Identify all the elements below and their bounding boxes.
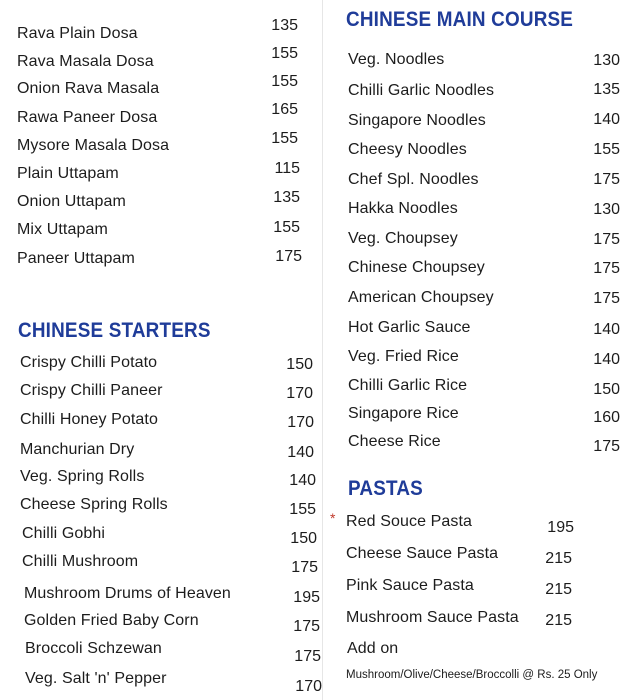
menu-item-name: Broccoli Schzewan [25, 640, 162, 657]
section-heading: CHINESE MAIN COURSE [346, 8, 574, 31]
menu-item-name: Mushroom Drums of Heaven [24, 585, 231, 602]
menu-item-name: Veg. Spring Rolls [20, 468, 145, 485]
menu-item-name: Manchurian Dry [20, 441, 135, 458]
menu-item-price: 140 [287, 444, 314, 461]
menu-item-price: 165 [271, 101, 298, 118]
menu-item-price: 170 [286, 385, 313, 402]
menu-item-name: Cheese Spring Rolls [20, 496, 168, 513]
menu-item-price: 140 [289, 472, 316, 489]
menu-item-price: 155 [271, 73, 298, 90]
menu-item-name: Chilli Garlic Rice [348, 377, 468, 394]
menu-item-name: Singapore Rice [348, 405, 459, 422]
menu-item-name: Red Souce Pasta [346, 513, 473, 530]
menu-item-name: Hakka Noodles [348, 200, 458, 217]
menu-item-price: 215 [545, 612, 572, 629]
menu-item-name: Golden Fried Baby Corn [24, 612, 199, 629]
addon-note: Mushroom/Olive/Cheese/Broccolli @ Rs. 25 Only [346, 669, 598, 681]
menu-item-name: Plain Uttapam [17, 165, 119, 182]
menu-item-name: Mix Uttapam [17, 221, 108, 238]
menu-item-name: Hot Garlic Sauce [348, 319, 471, 336]
menu-item-name: Mushroom Sauce Pasta [346, 609, 519, 626]
menu-item-name: Chilli Gobhi [22, 525, 106, 542]
menu-item-name: Rawa Paneer Dosa [17, 109, 158, 126]
addon-label: Add on [347, 640, 399, 657]
menu-item-price: 150 [286, 356, 313, 373]
menu-item-name: Veg. Choupsey [348, 230, 458, 247]
menu-item-price: 150 [593, 381, 620, 398]
menu-item-name: Onion Rava Masala [17, 80, 160, 97]
section-heading: CHINESE STARTERS [18, 319, 211, 342]
menu-item-name: Crispy Chilli Paneer [20, 382, 163, 399]
menu-item-price: 175 [593, 438, 620, 455]
menu-item-price: 175 [291, 559, 318, 576]
menu-item-price: 135 [273, 189, 300, 206]
menu-item-price: 175 [275, 248, 302, 265]
menu-item-name: American Choupsey [348, 289, 494, 306]
menu-item-name: Paneer Uttapam [17, 250, 135, 267]
menu-item-price: 175 [593, 290, 620, 307]
menu-item-name: Cheese Rice [348, 433, 441, 450]
menu-item-price: 115 [274, 160, 300, 177]
menu-item-price: 215 [545, 581, 572, 598]
menu-item-price: 135 [593, 81, 620, 98]
menu-item-name: Chilli Garlic Noodles [348, 82, 495, 99]
menu-item-name: Veg. Noodles [348, 51, 445, 68]
menu-item-price: 175 [593, 260, 620, 277]
menu-item-price: 160 [593, 409, 620, 426]
star-icon: * [330, 510, 336, 526]
menu-item-name: Veg. Salt 'n' Pepper [25, 670, 167, 687]
menu-item-price: 195 [547, 519, 574, 536]
menu-item-price: 215 [545, 550, 572, 567]
menu-item-name: Cheesy Noodles [348, 141, 467, 158]
menu-item-name: Rava Plain Dosa [17, 25, 138, 42]
column-divider [322, 0, 323, 700]
menu-item-name: Onion Uttapam [17, 193, 126, 210]
menu-item-price: 130 [593, 201, 620, 218]
menu-item-price: 195 [293, 589, 320, 606]
menu-item-price: 155 [271, 130, 298, 147]
menu-item-name: Veg. Fried Rice [348, 348, 459, 365]
menu-item-price: 170 [295, 678, 322, 695]
menu-item-price: 140 [593, 111, 620, 128]
menu-item-name: Rava Masala Dosa [17, 53, 154, 70]
menu-item-name: Mysore Masala Dosa [17, 137, 170, 154]
menu-item-name: Cheese Sauce Pasta [346, 545, 499, 562]
menu-item-name: Pink Sauce Pasta [346, 577, 474, 594]
menu-item-price: 140 [593, 351, 620, 368]
menu-item-price: 155 [593, 141, 620, 158]
menu-item-price: 150 [290, 530, 317, 547]
menu-item-name: Chinese Choupsey [348, 259, 485, 276]
menu-item-price: 135 [271, 17, 298, 34]
menu-item-name: Singapore Noodles [348, 112, 486, 129]
section-heading: PASTAS [348, 477, 423, 500]
menu-item-name: Chilli Mushroom [22, 553, 139, 570]
menu-item-price: 140 [593, 321, 620, 338]
menu-item-price: 155 [271, 45, 298, 62]
menu-item-price: 175 [593, 171, 620, 188]
menu-item-price: 170 [287, 414, 314, 431]
menu-item-name: Chef Spl. Noodles [348, 171, 479, 188]
menu-item-name: Crispy Chilli Potato [20, 354, 158, 371]
menu-item-price: 155 [289, 501, 316, 518]
menu-item-price: 175 [593, 231, 620, 248]
menu-item-price: 130 [593, 52, 620, 69]
menu-item-price: 175 [294, 648, 321, 665]
menu-item-price: 155 [273, 219, 300, 236]
menu-item-price: 175 [293, 618, 320, 635]
menu-item-name: Chilli Honey Potato [20, 411, 158, 428]
